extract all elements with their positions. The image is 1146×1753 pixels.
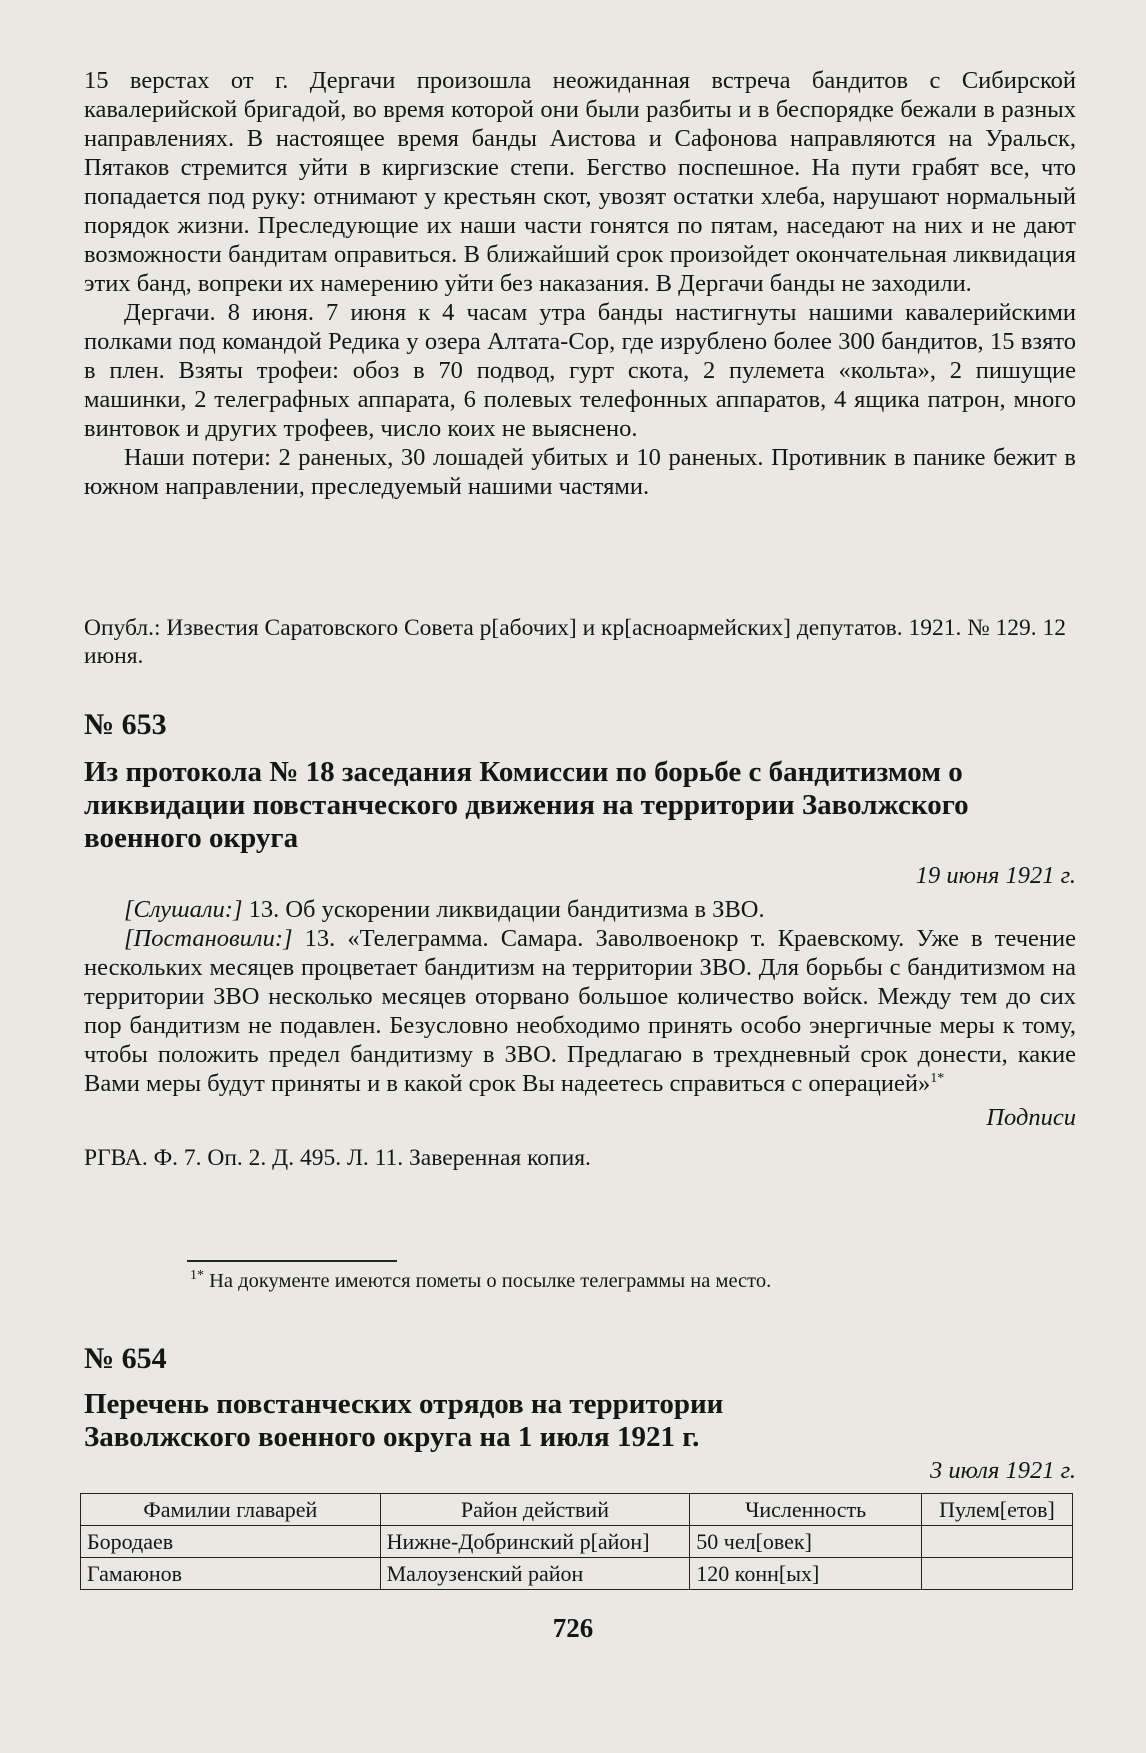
resolved-label: [Постановили:]: [124, 925, 293, 952]
footnote: [190, 1268, 1076, 1294]
document-date: 3 июля 1921 г.: [930, 1457, 1076, 1484]
column-header: Численность: [690, 1494, 922, 1526]
column-header: Пулем[етов]: [922, 1494, 1073, 1526]
publication-note: Опубл.: Известия Саратовского Совета р[абочих] и кр[асноармейских] депутатов. 1921. № 129. 12 июня.: [84, 615, 1067, 669]
resolved-paragraph: [84, 924, 1076, 1098]
table-header-row: [81, 1494, 1073, 1526]
footnote-ref: 1*: [930, 1070, 945, 1086]
document-title: Перечень повстанческих отрядов на территории Заволжского военного округа на 1 июля 1921 г.: [84, 1388, 724, 1453]
document-title: Из протокола № 18 заседания Комиссии по борьбе с бандитизмом о ликвидации повстанческого движения на территории Заволжского военного округа: [84, 756, 969, 854]
insurgent-units-table: [80, 1493, 1073, 1590]
document-number: № 653: [84, 708, 167, 741]
table-cell: Малоузенский район: [380, 1558, 690, 1590]
paragraph: Наши потери: 2 раненых, 30 лошадей убитых и 10 раненых. Противник в панике бежит в южном направлении, преследуемый нашими частями.: [84, 444, 1076, 500]
column-header: Район действий: [380, 1494, 690, 1526]
table-cell: [922, 1526, 1073, 1558]
archive-source: РГВА. Ф. 7. Оп. 2. Д. 495. Л. 11. Заверенная копия.: [84, 1145, 591, 1171]
table-cell: 50 чел[овек]: [690, 1526, 922, 1558]
previous-document-text: [84, 66, 1076, 501]
table-cell: 120 конн[ых]: [690, 1558, 922, 1590]
table-cell: Бородаев: [81, 1526, 381, 1558]
table-cell: Гамаюнов: [81, 1558, 381, 1590]
signatures: Подписи: [986, 1104, 1076, 1131]
footnote-divider: [187, 1260, 397, 1262]
paragraph: 15 верстах от г. Дергачи произошла неожиданная встреча бандитов с Сибирской кавалерийской бригадой, во время которой они были разбиты и в беспорядке бежали в разных направлениях. В настоящее время банды Аистова и Сафонова направляются на Уральск, Пятаков стремится уйти в киргизские степи. Бегство поспешное. На пути грабят все, что попадается под руку: отнимают у крестьян скот, увозят остатки хлеба, нарушают нормальный порядок жизни. Преследующие их наши части гонятся по пятам, наседают на них и не дают возможности бандитам оправиться. В ближайший срок произойдет окончательная ликвидация этих банд, вопреки их намерению уйти без наказания. В Дергачи банды не заходили.: [84, 67, 1076, 297]
table-row: [81, 1558, 1073, 1590]
table-cell: [922, 1558, 1073, 1590]
column-header: Фамилии главарей: [81, 1494, 381, 1526]
document-date: 19 июня 1921 г.: [915, 862, 1076, 889]
footnote-text: На документе имеются пометы о посылке телеграммы на место.: [204, 1270, 772, 1292]
heard-text: 13. Об ускорении ликвидации бандитизма в ЗВО.: [242, 896, 765, 923]
heard-paragraph: [84, 895, 1076, 924]
paragraph: Дергачи. 8 июня. 7 июня к 4 часам утра банды настигнуты нашими кавалерийскими полками под командой Редика у озера Алтата-Сор, где изрублено более 300 бандитов, 15 взято в плен. Взяты трофеи: обоз в 70 подвод, гурт скота, 2 пулемета «кольта», 2 пишущие машинки, 2 телеграфных аппарата, 6 полевых телефонных аппаратов, 4 ящика патрон, много винтовок и других трофеев, число коих не выяснено.: [84, 299, 1076, 442]
page-number: 726: [552, 1613, 594, 1643]
document-654: [84, 1342, 1076, 1486]
resolved-text: 13. «Телеграмма. Самара. Заволвоенокр т. Краевскому. Уже в течение нескольких месяцев процветает бандитизм на территории ЗВО. Для борьбы с бандитизмом на территории ЗВО несколько месяцев оторвано большое количество войск. Между тем до сих пор бандитизм не подавлен. Безусловно необходимо принять особо энергичные меры к тому, чтобы положить предел бандитизму в ЗВО. Предлагаю в трехдневный срок донести, какие Вами меры будут приняты и в какой срок Вы надеетесь справиться с операцией»: [84, 925, 1076, 1097]
document-number: № 654: [84, 1342, 167, 1375]
table-row: [81, 1526, 1073, 1558]
table-cell: Нижне-Добринский р[айон]: [380, 1526, 690, 1558]
heard-label: [Слушали:]: [124, 896, 243, 923]
footnote-mark: 1*: [190, 1268, 204, 1284]
document-653: [84, 708, 1076, 1172]
